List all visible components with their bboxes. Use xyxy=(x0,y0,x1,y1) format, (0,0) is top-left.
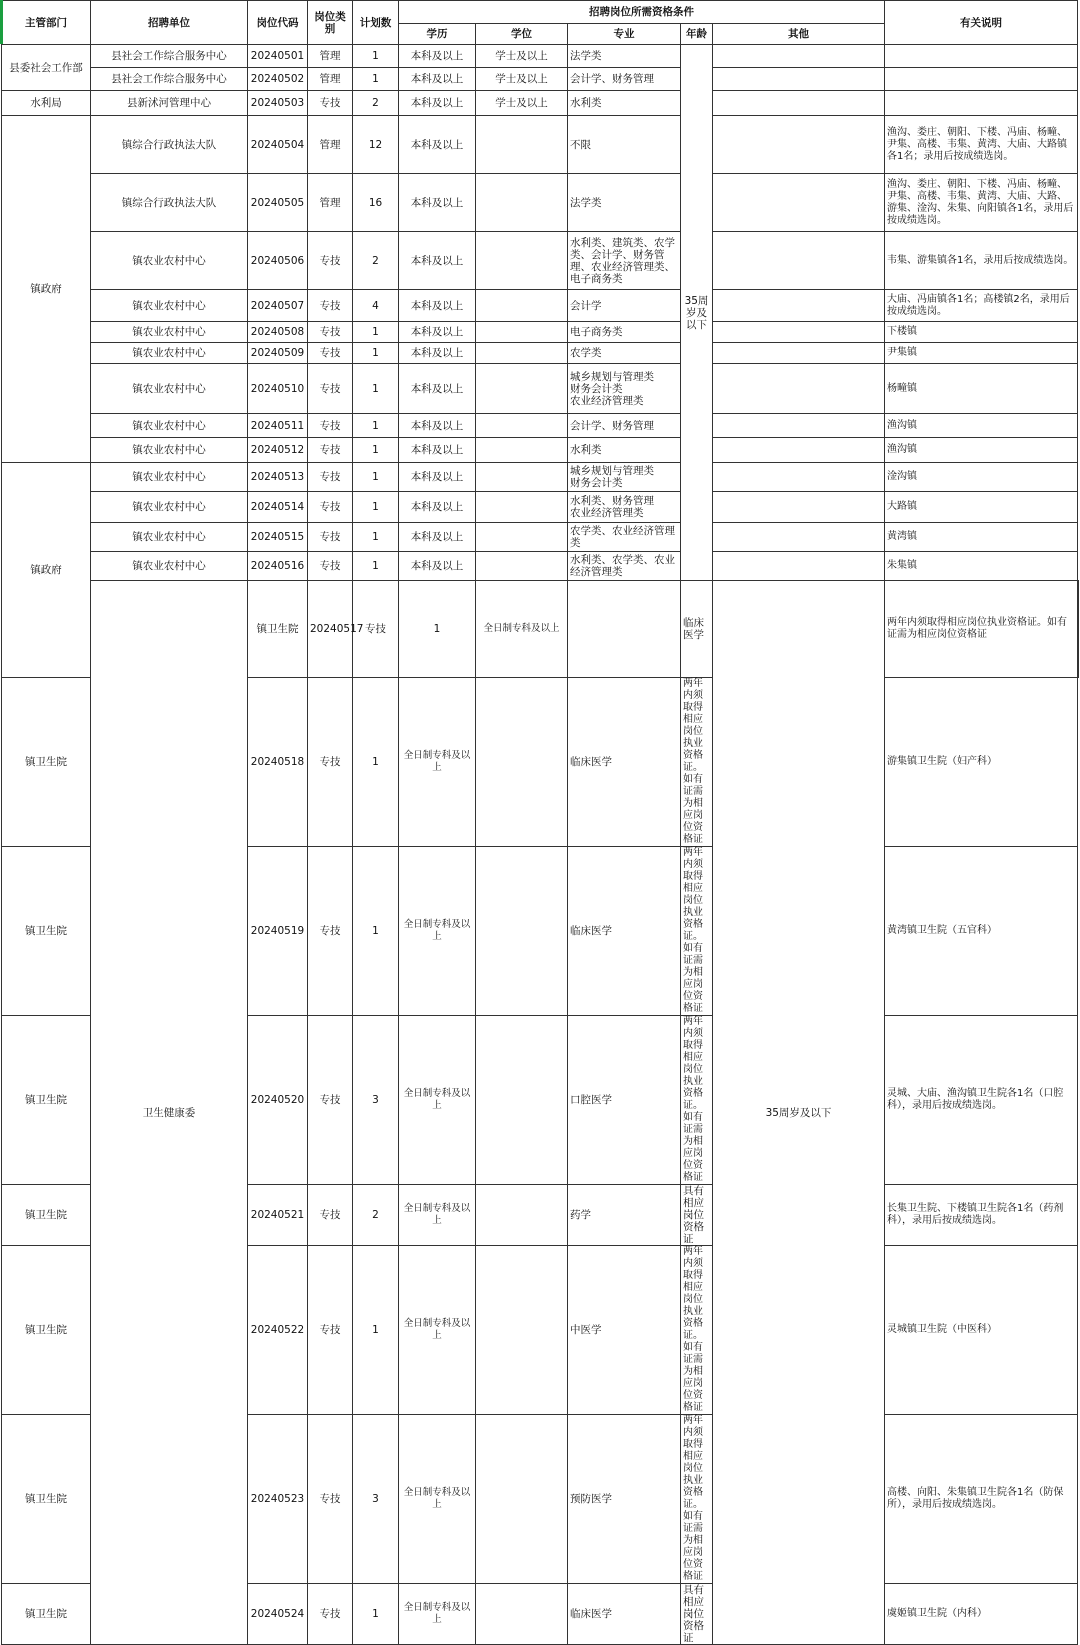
degree-cell xyxy=(476,322,568,343)
major-cell: 中医学 xyxy=(568,1246,681,1415)
unit-cell: 镇卫生院 xyxy=(2,1246,91,1415)
plan-cell: 1 xyxy=(353,322,399,343)
other-cell xyxy=(713,343,885,364)
code-cell: 20240509 xyxy=(248,343,308,364)
major-cell: 电子商务类 xyxy=(568,322,681,343)
other-cell xyxy=(713,463,885,492)
code-cell: 20240511 xyxy=(248,414,308,438)
unit-cell: 镇农业农村中心 xyxy=(91,364,248,414)
type-cell: 专技 xyxy=(308,1246,353,1415)
code-cell: 20240506 xyxy=(248,232,308,290)
edu-cell: 本科及以上 xyxy=(399,414,476,438)
table-row xyxy=(2,523,1079,552)
other-cell xyxy=(713,438,885,463)
plan-cell: 1 xyxy=(353,414,399,438)
table-row xyxy=(2,343,1079,364)
major-cell: 水利类、财务管理 农业经济管理类 xyxy=(568,492,681,523)
plan-cell: 1 xyxy=(353,438,399,463)
other-cell xyxy=(713,68,885,91)
degree-cell xyxy=(476,1415,568,1584)
degree-cell xyxy=(476,364,568,414)
major-cell: 农学类 xyxy=(568,343,681,364)
code-cell: 20240518 xyxy=(248,678,308,847)
type-cell: 管理 xyxy=(308,116,353,174)
header-row-1 xyxy=(2,1,1079,24)
edu-cell: 全日制专科及以上 xyxy=(476,581,568,678)
note-cell: 朱集镇 xyxy=(885,552,1078,581)
dept-cell: 水利局 xyxy=(2,91,91,116)
type-cell: 专技 xyxy=(308,1415,353,1584)
unit-cell: 镇农业农村中心 xyxy=(91,343,248,364)
degree-cell xyxy=(476,1016,568,1185)
note-cell xyxy=(885,68,1078,91)
table-row xyxy=(2,91,1079,116)
code-cell: 20240503 xyxy=(248,91,308,116)
plan-cell: 1 xyxy=(353,678,399,847)
degree-cell xyxy=(476,523,568,552)
edu-cell: 本科及以上 xyxy=(399,463,476,492)
code-cell: 20240519 xyxy=(248,847,308,1016)
plan-cell: 1 xyxy=(353,1246,399,1415)
other-cell: 具有相应岗位资格证 xyxy=(681,1584,713,1645)
unit-cell: 镇农业农村中心 xyxy=(91,463,248,492)
type-cell: 专技 xyxy=(308,678,353,847)
major-cell: 水利类 xyxy=(568,438,681,463)
unit-cell: 镇综合行政执法大队 xyxy=(91,116,248,174)
edu-cell: 本科及以上 xyxy=(399,552,476,581)
major-cell: 会计学 xyxy=(568,290,681,322)
note-cell: 长集卫生院、下楼镇卫生院各1名（药剂科），录用后按成绩选岗。 xyxy=(885,1185,1078,1246)
plan-cell: 2 xyxy=(353,232,399,290)
table-row xyxy=(2,364,1079,414)
table-row xyxy=(2,290,1079,322)
edu-cell: 本科及以上 xyxy=(399,290,476,322)
major-cell: 水利类 xyxy=(568,91,681,116)
other-cell xyxy=(713,414,885,438)
type-cell: 专技 xyxy=(308,1016,353,1185)
note-cell: 虞姬镇卫生院（内科） xyxy=(885,1584,1078,1645)
header-unit: 招聘单位 xyxy=(91,1,248,45)
header-conditions: 招聘岗位所需资格条件 xyxy=(399,1,885,24)
accent-bar xyxy=(0,0,3,44)
edu-cell: 本科及以上 xyxy=(399,68,476,91)
note-cell: 渔沟、娄庄、朝阳、下楼、冯庙、杨疃、尹集、高楼、韦集、黄湾、大庙、大路、游集、淦沟、朱集、向阳镇各1名，录用后按成绩选岗。 xyxy=(885,174,1078,232)
age-cell: 35周岁及以下 xyxy=(681,45,713,581)
note-cell: 大庙、冯庙镇各1名；高楼镇2名，录用后按成绩选岗。 xyxy=(885,290,1078,322)
major-cell: 法学类 xyxy=(568,45,681,68)
code-cell: 20240521 xyxy=(248,1185,308,1246)
type-cell: 专技 xyxy=(308,438,353,463)
header-dept: 主管部门 xyxy=(2,1,91,45)
unit-cell: 镇农业农村中心 xyxy=(91,438,248,463)
unit-cell: 镇农业农村中心 xyxy=(91,552,248,581)
note-cell: 杨疃镇 xyxy=(885,364,1078,414)
unit-cell: 镇卫生院 xyxy=(2,678,91,847)
type-cell: 管理 xyxy=(308,174,353,232)
edu-cell: 本科及以上 xyxy=(399,322,476,343)
unit-cell: 镇农业农村中心 xyxy=(91,523,248,552)
note-cell: 灵城镇卫生院（中医科） xyxy=(885,1246,1078,1415)
type-cell: 专技 xyxy=(308,552,353,581)
major-cell: 会计学、财务管理 xyxy=(568,414,681,438)
header-major: 专业 xyxy=(568,24,681,45)
unit-cell: 镇卫生院 xyxy=(2,1415,91,1584)
code-cell: 20240504 xyxy=(248,116,308,174)
table-row xyxy=(2,68,1079,91)
major-cell: 临床医学 xyxy=(568,1584,681,1645)
code-cell: 20240512 xyxy=(248,438,308,463)
degree-cell xyxy=(476,492,568,523)
other-cell xyxy=(713,45,885,68)
major-cell: 法学类 xyxy=(568,174,681,232)
header-type: 岗位类别 xyxy=(308,1,353,45)
degree-cell xyxy=(476,414,568,438)
other-cell: 两年内须取得相应岗位执业资格证。如有证需为相应岗位资格证 xyxy=(885,581,1078,678)
table-body xyxy=(2,45,1079,1645)
code-cell: 20240505 xyxy=(248,174,308,232)
table-row xyxy=(2,116,1079,174)
edu-cell: 本科及以上 xyxy=(399,492,476,523)
unit-cell: 镇卫生院 xyxy=(248,581,308,678)
type-cell: 专技 xyxy=(308,364,353,414)
plan-cell: 1 xyxy=(353,1584,399,1645)
degree-cell xyxy=(476,678,568,847)
type-cell: 管理 xyxy=(308,45,353,68)
other-cell xyxy=(713,322,885,343)
other-cell: 两年内须取得相应岗位执业资格证。如有证需为相应岗位资格证 xyxy=(681,1415,713,1584)
note-cell xyxy=(885,45,1078,68)
table-row xyxy=(2,174,1079,232)
major-cell: 临床医学 xyxy=(568,678,681,847)
unit-cell: 镇农业农村中心 xyxy=(91,232,248,290)
age-cell: 35周岁及以下 xyxy=(713,581,885,1645)
other-cell xyxy=(713,552,885,581)
type-cell: 专技 xyxy=(308,1584,353,1645)
edu-cell: 本科及以上 xyxy=(399,343,476,364)
code-cell: 20240510 xyxy=(248,364,308,414)
unit-cell: 镇卫生院 xyxy=(2,1584,91,1645)
major-cell: 临床医学 xyxy=(568,847,681,1016)
unit-cell: 镇农业农村中心 xyxy=(91,290,248,322)
other-cell xyxy=(713,174,885,232)
type-cell: 专技 xyxy=(308,1185,353,1246)
table-row xyxy=(2,322,1079,343)
table-row xyxy=(2,552,1079,581)
plan-cell: 12 xyxy=(353,116,399,174)
plan-cell: 1 xyxy=(353,492,399,523)
note-cell: 黄湾镇 xyxy=(885,523,1078,552)
other-cell xyxy=(713,91,885,116)
edu-cell: 全日制专科及以上 xyxy=(399,1246,476,1415)
note-cell xyxy=(885,91,1078,116)
degree-cell xyxy=(476,290,568,322)
type-cell: 专技 xyxy=(308,290,353,322)
unit-cell: 镇卫生院 xyxy=(2,847,91,1016)
table-row xyxy=(2,232,1079,290)
note-cell: 渔沟镇 xyxy=(885,414,1078,438)
degree-cell xyxy=(568,581,681,678)
degree-cell xyxy=(476,232,568,290)
plan-cell: 16 xyxy=(353,174,399,232)
major-cell: 水利类、农学类、农业经济管理类 xyxy=(568,552,681,581)
unit-cell: 县社会工作综合服务中心 xyxy=(91,45,248,68)
code-cell: 20240501 xyxy=(248,45,308,68)
note-cell: 渔沟、娄庄、朝阳、下楼、冯庙、杨疃、尹集、高楼、韦集、黄湾、大庙、大路镇各1名；录用后按成绩选岗。 xyxy=(885,116,1078,174)
edu-cell: 全日制专科及以上 xyxy=(399,1584,476,1645)
major-cell: 农学类、农业经济管理类 xyxy=(568,523,681,552)
edu-cell: 本科及以上 xyxy=(399,116,476,174)
degree-cell xyxy=(476,438,568,463)
type-cell: 专技 xyxy=(308,523,353,552)
code-cell: 20240507 xyxy=(248,290,308,322)
other-cell xyxy=(713,116,885,174)
note-cell: 游集镇卫生院（妇产科） xyxy=(885,678,1078,847)
major-cell: 药学 xyxy=(568,1185,681,1246)
header-other: 其他 xyxy=(713,24,885,45)
note-cell: 灵城、大庙、渔沟镇卫生院各1名（口腔科），录用后按成绩选岗。 xyxy=(885,1016,1078,1185)
edu-cell: 本科及以上 xyxy=(399,91,476,116)
unit-cell: 镇农业农村中心 xyxy=(91,322,248,343)
plan-cell: 1 xyxy=(353,523,399,552)
code-cell: 20240502 xyxy=(248,68,308,91)
unit-cell: 镇农业农村中心 xyxy=(91,492,248,523)
table-row xyxy=(2,438,1079,463)
plan-cell: 1 xyxy=(353,364,399,414)
code-cell: 20240517 xyxy=(308,581,353,678)
edu-cell: 全日制专科及以上 xyxy=(399,847,476,1016)
degree-cell xyxy=(476,1246,568,1415)
edu-cell: 全日制专科及以上 xyxy=(399,1016,476,1185)
note-cell: 韦集、游集镇各1名，录用后按成绩选岗。 xyxy=(885,232,1078,290)
header-code: 岗位代码 xyxy=(248,1,308,45)
plan-cell: 2 xyxy=(353,91,399,116)
edu-cell: 本科及以上 xyxy=(399,364,476,414)
table-row xyxy=(2,45,1079,68)
note-cell: 淦沟镇 xyxy=(885,463,1078,492)
degree-cell: 学士及以上 xyxy=(476,91,568,116)
unit-cell: 镇卫生院 xyxy=(2,1185,91,1246)
degree-cell: 学士及以上 xyxy=(476,68,568,91)
major-cell: 临床医学 xyxy=(681,581,713,678)
header-age: 年龄 xyxy=(681,24,713,45)
plan-cell: 4 xyxy=(353,290,399,322)
type-cell: 专技 xyxy=(308,847,353,1016)
degree-cell xyxy=(476,463,568,492)
plan-cell: 1 xyxy=(399,581,476,678)
degree-cell xyxy=(476,174,568,232)
note-cell xyxy=(1078,581,1079,678)
type-cell: 专技 xyxy=(308,492,353,523)
code-cell: 20240520 xyxy=(248,1016,308,1185)
type-cell: 专技 xyxy=(308,463,353,492)
code-cell: 20240508 xyxy=(248,322,308,343)
major-cell: 城乡规划与管理类 财务会计类 农业经济管理类 xyxy=(568,364,681,414)
plan-cell: 3 xyxy=(353,1415,399,1584)
degree-cell xyxy=(476,552,568,581)
type-cell: 专技 xyxy=(353,581,399,678)
header-plan: 计划数 xyxy=(353,1,399,45)
degree-cell xyxy=(476,1185,568,1246)
other-cell xyxy=(713,492,885,523)
table-row xyxy=(2,414,1079,438)
code-cell: 20240515 xyxy=(248,523,308,552)
code-cell: 20240522 xyxy=(248,1246,308,1415)
type-cell: 管理 xyxy=(308,68,353,91)
major-cell: 水利类、建筑类、农学类、会计学、财务管理、农业经济管理类、电子商务类 xyxy=(568,232,681,290)
table-row xyxy=(2,581,1079,678)
degree-cell xyxy=(476,847,568,1016)
dept-cell: 县委社会工作部 xyxy=(2,45,91,91)
edu-cell: 全日制专科及以上 xyxy=(399,678,476,847)
other-cell: 两年内须取得相应岗位执业资格证。如有证需为相应岗位资格证 xyxy=(681,678,713,847)
major-cell: 城乡规划与管理类 财务会计类 xyxy=(568,463,681,492)
dept-cell: 镇政府 xyxy=(2,463,91,678)
degree-cell xyxy=(476,116,568,174)
edu-cell: 全日制专科及以上 xyxy=(399,1415,476,1584)
other-cell: 具有相应岗位资格证 xyxy=(681,1185,713,1246)
note-cell: 下楼镇 xyxy=(885,322,1078,343)
plan-cell: 1 xyxy=(353,343,399,364)
major-cell: 口腔医学 xyxy=(568,1016,681,1185)
dept-cell: 卫生健康委 xyxy=(91,581,248,1645)
type-cell: 专技 xyxy=(308,414,353,438)
plan-cell: 1 xyxy=(353,463,399,492)
header-note: 有关说明 xyxy=(885,1,1078,45)
code-cell: 20240516 xyxy=(248,552,308,581)
note-cell: 大路镇 xyxy=(885,492,1078,523)
recruitment-table xyxy=(1,0,1079,1645)
note-cell: 黄湾镇卫生院（五官科） xyxy=(885,847,1078,1016)
type-cell: 专技 xyxy=(308,343,353,364)
major-cell: 会计学、财务管理 xyxy=(568,68,681,91)
edu-cell: 本科及以上 xyxy=(399,523,476,552)
major-cell: 预防医学 xyxy=(568,1415,681,1584)
table-row xyxy=(2,463,1079,492)
unit-cell: 镇农业农村中心 xyxy=(91,414,248,438)
other-cell: 两年内须取得相应岗位执业资格证。如有证需为相应岗位资格证 xyxy=(681,1246,713,1415)
unit-cell: 镇卫生院 xyxy=(2,1016,91,1185)
plan-cell: 1 xyxy=(353,68,399,91)
note-cell: 尹集镇 xyxy=(885,343,1078,364)
table-row xyxy=(2,492,1079,523)
edu-cell: 本科及以上 xyxy=(399,45,476,68)
code-cell: 20240523 xyxy=(248,1415,308,1584)
code-cell: 20240513 xyxy=(248,463,308,492)
other-cell: 两年内须取得相应岗位执业资格证。如有证需为相应岗位资格证 xyxy=(681,1016,713,1185)
plan-cell: 1 xyxy=(353,552,399,581)
edu-cell: 本科及以上 xyxy=(399,232,476,290)
other-cell xyxy=(713,232,885,290)
degree-cell xyxy=(476,343,568,364)
unit-cell: 镇综合行政执法大队 xyxy=(91,174,248,232)
plan-cell: 2 xyxy=(353,1185,399,1246)
note-cell: 高楼、向阳、朱集镇卫生院各1名（防保所），录用后按成绩选岗。 xyxy=(885,1415,1078,1584)
major-cell: 不限 xyxy=(568,116,681,174)
type-cell: 专技 xyxy=(308,91,353,116)
plan-cell: 1 xyxy=(353,847,399,1016)
edu-cell: 本科及以上 xyxy=(399,174,476,232)
code-cell: 20240524 xyxy=(248,1584,308,1645)
code-cell: 20240514 xyxy=(248,492,308,523)
header-edu: 学历 xyxy=(399,24,476,45)
dept-cell: 镇政府 xyxy=(2,116,91,463)
edu-cell: 全日制专科及以上 xyxy=(399,1185,476,1246)
plan-cell: 1 xyxy=(353,45,399,68)
unit-cell: 县新沭河管理中心 xyxy=(91,91,248,116)
other-cell xyxy=(713,364,885,414)
plan-cell: 3 xyxy=(353,1016,399,1185)
type-cell: 专技 xyxy=(308,322,353,343)
other-cell xyxy=(713,290,885,322)
header-degree: 学位 xyxy=(476,24,568,45)
degree-cell xyxy=(476,1584,568,1645)
unit-cell: 县社会工作综合服务中心 xyxy=(91,68,248,91)
note-cell: 渔沟镇 xyxy=(885,438,1078,463)
type-cell: 专技 xyxy=(308,232,353,290)
edu-cell: 本科及以上 xyxy=(399,438,476,463)
degree-cell: 学士及以上 xyxy=(476,45,568,68)
other-cell xyxy=(713,523,885,552)
other-cell: 两年内须取得相应岗位执业资格证。如有证需为相应岗位资格证 xyxy=(681,847,713,1016)
